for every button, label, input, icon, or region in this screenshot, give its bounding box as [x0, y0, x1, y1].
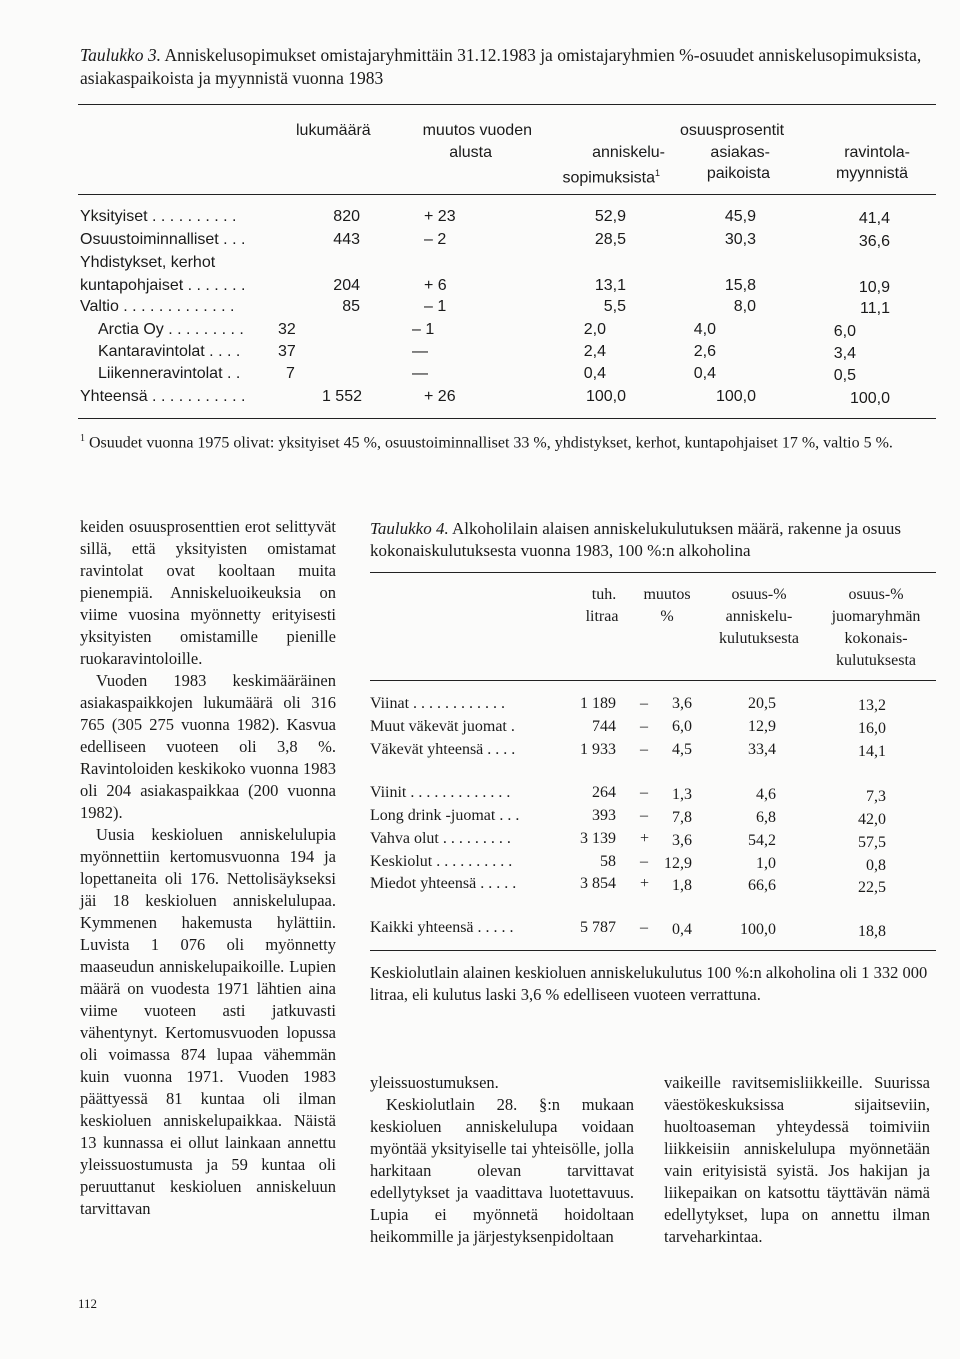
t4-header-osuus-b4: kulutuksesta	[836, 652, 916, 669]
t4-row-juoma: 57,5	[858, 834, 886, 851]
t3-row-myyn: 3,4	[833, 345, 856, 362]
table3-top-rule	[78, 104, 936, 105]
header-sopimuksista-1: anniskelu-	[592, 144, 665, 161]
middle-column	[370, 1072, 634, 1248]
footnote-text: Osuudet vuonna 1975 olivat: yksityiset 45 %, osuustoiminnalliset 33 %, yhdistykset, kerhot, kuntapohjaiset 17 %, valtio 5 %.	[89, 434, 893, 452]
t3-row-label: Yhdistykset, kerhot	[80, 254, 216, 271]
t4-header-litraa: litraa	[585, 608, 619, 625]
header-myynnista-1: ravintola-	[844, 144, 910, 161]
t4-header-osuus-b2: juomaryhmän	[831, 608, 921, 625]
t3-row-sop: 2,0	[583, 321, 606, 338]
t3-row-count: 820	[333, 208, 360, 225]
table4-header-rule	[370, 680, 936, 681]
t4-row-annis: 54,2	[748, 832, 776, 849]
header-sopimuksista-2	[530, 163, 660, 188]
header-paikoista-1: asiakas-	[710, 144, 770, 161]
t4-header-muutos-pct: %	[660, 608, 674, 625]
table4-title-text: Alkoholilain alaisen anniskelukulutuksen määrä, rakenne ja osuus kokonaiskulutuksesta vuonna 1983, 100 %:n alkoholina	[370, 519, 901, 560]
t4-row-label: Viinat . . . . . . . . . . . .	[370, 695, 506, 712]
t3-row-label: kuntapohjaiset . . . . . . .	[80, 277, 246, 294]
t3-row-label: Valtio . . . . . . . . . . . . .	[80, 298, 235, 315]
t4-row-litraa: 5 787	[580, 919, 616, 936]
t4-row-sign: –	[640, 807, 648, 824]
left-column	[80, 516, 336, 1220]
t4-row-muutos: 3,6	[672, 695, 692, 712]
t3-row-count: 204	[333, 277, 360, 294]
t3-row-sop: 0,4	[583, 365, 606, 382]
t4-row-sign: –	[640, 919, 648, 936]
header-paikoista-2: paikoista	[706, 165, 770, 182]
t4-row-muutos: 4,5	[672, 741, 692, 758]
t4-header-osuus-b1: osuus-%	[848, 586, 904, 603]
t3-row-paik: 30,3	[724, 231, 756, 248]
table3-title-text: Anniskelusopimukset omistajaryhmittäin 31.12.1983 ja omistajaryhmien %-osuudet anniskelusopimuksista, asiakaspaikoista ja myynnistä vuonna 1983	[80, 45, 922, 88]
t4-row-juoma: 42,0	[858, 811, 886, 828]
t3-row-paik: 15,8	[724, 277, 756, 294]
table3-footnote	[80, 427, 940, 454]
t4-row-sign: –	[640, 695, 648, 712]
t3-row-change: + 26	[424, 388, 456, 405]
t3-row-label: Arctia Oy . . . . . . . . .	[98, 321, 244, 338]
header-myynnista-2: myynnistä	[835, 165, 908, 182]
t3-row-myyn: 10,9	[858, 279, 890, 296]
t4-row-juoma: 13,2	[858, 697, 886, 714]
t4-row-sign: –	[640, 784, 648, 801]
middle-paragraph-1: yleissuostumuksen.	[370, 1073, 499, 1092]
left-paragraph-1: keiden osuusprosenttien erot selittyvät sillä, että yksityisten omistamat ravintolat ovat kooltaan muita pienempiä. Anniskeluoikeuksia on viime vuosina myönnetty erityisesti yksityisten omistamille pienille ruokaravintoloille.	[80, 517, 336, 668]
t4-row-litraa: 393	[592, 807, 616, 824]
t3-row-paik: 4,0	[693, 321, 716, 338]
t3-row-label: Kantaravintolat . . . .	[98, 343, 241, 360]
t3-row-label: Yksityiset . . . . . . . . . .	[80, 208, 237, 225]
t4-header-osuus-a3: kulutuksesta	[719, 630, 799, 647]
t3-row-myyn: 0,5	[833, 367, 856, 384]
page-number: 112	[78, 1296, 98, 1311]
t4-row-litraa: 1 933	[580, 741, 616, 758]
t3-row-label: Yhteensä . . . . . . . . . . .	[80, 388, 246, 405]
t3-row-change: + 6	[424, 277, 447, 294]
t3-row-sop: 13,1	[594, 277, 626, 294]
t3-row-paik: 0,4	[693, 365, 716, 382]
t3-row-label: Osuustoiminnalliset . . .	[80, 231, 246, 248]
t4-row-litraa: 58	[600, 853, 616, 870]
t3-row-change: – 1	[424, 298, 447, 315]
t3-row-sop: 100,0	[585, 388, 626, 405]
t4-header-osuus-a1: osuus-%	[731, 586, 787, 603]
t4-row-sign: –	[640, 741, 648, 758]
table4-label: Taulukko 4.	[370, 519, 449, 538]
t3-row-count: 37	[278, 343, 296, 360]
left-paragraph-2: Vuoden 1983 keskimääräinen asiakaspaikkojen lukumäärä oli 316 765 (305 275 vuonna 1982). Kasvua edelliseen vuoteen oli 3,8 %. Ravintoloiden keskikoko vuonna 1983 oli 204 asiakaspaikkaa (200 vuonna 1982).	[80, 671, 336, 822]
t3-row-myyn: 41,4	[858, 210, 890, 227]
t4-row-annis: 6,8	[756, 809, 776, 826]
table3-bottom-rule	[78, 418, 936, 419]
t4-row-litraa: 264	[592, 784, 616, 801]
t4-row-label: Muut väkevät juomat .	[370, 718, 515, 735]
table3-title	[80, 44, 940, 90]
t3-row-paik: 100,0	[715, 388, 756, 405]
t4-row-label: Väkevät yhteensä . . . .	[370, 741, 516, 758]
t4-row-sign: –	[640, 853, 648, 870]
t4-row-label: Long drink -juomat . . .	[370, 807, 520, 824]
middle-paragraph-2: Keskiolutlain 28. §:n mukaan keskioluen anniskelulupa voidaan myöntää yksityiselle tai yhteisölle, jolla harkitaan olevan tarvittavat edellytykset ja vaadittava luotettavuus. Lupia ei myönnetä hoidoltaan heikommille ja järjestyksenpidoltaan	[370, 1095, 634, 1246]
t3-row-myyn: 100,0	[849, 390, 890, 407]
t4-row-litraa: 3 854	[580, 875, 616, 892]
t4-row-label: Vahva olut . . . . . . . . .	[370, 830, 511, 847]
t4-row-juoma: 18,8	[858, 923, 886, 940]
table4-bottom-rule	[370, 950, 936, 951]
t3-row-change: —	[412, 365, 428, 382]
t3-row-paik: 8,0	[733, 298, 756, 315]
right-paragraph-1: vaikeille ravitsemisliikkeille. Suurissa väestökeskuksissa sijaitseviin, huoltoaseman yhteydessä toimiviin liikkeisiin anniskelulupa myönnetään vain erityisistä syistä. Jos hakijan ja liikepaikan on katsottu täyttävän nämä edellytykset, lupa on annettu ilman tarveharkintaa.	[664, 1073, 930, 1246]
t4-row-juoma: 7,3	[866, 788, 886, 805]
t4-row-sign: +	[640, 875, 650, 892]
t4-row-muutos: 0,4	[672, 921, 692, 938]
t3-row-change: – 2	[424, 231, 447, 248]
header-muutos-2: alusta	[449, 144, 492, 161]
t4-row-juoma: 14,1	[858, 743, 886, 760]
t4-header-tuh: tuh.	[591, 586, 617, 603]
t4-row-litraa: 1 189	[580, 695, 616, 712]
t4-row-muutos: 1,8	[672, 877, 692, 894]
t4-row-muutos: 3,6	[672, 832, 692, 849]
t4-row-annis: 33,4	[748, 741, 776, 758]
t4-header-muutos: muutos	[643, 586, 691, 603]
t4-row-muutos: 1,3	[672, 786, 692, 803]
t3-row-label: Liikenneravintolat . .	[98, 365, 241, 382]
t3-row-sop: 2,4	[583, 343, 606, 360]
t4-row-annis: 100,0	[740, 921, 776, 938]
t4-row-sign: –	[640, 718, 648, 735]
t4-row-annis: 66,6	[748, 877, 776, 894]
t4-row-muutos: 6,0	[672, 718, 692, 735]
t4-row-annis: 4,6	[756, 786, 776, 803]
t3-row-change: + 23	[424, 208, 456, 225]
t4-row-muutos: 12,9	[664, 855, 692, 872]
t4-row-label: Keskiolut . . . . . . . . . .	[370, 853, 513, 870]
t3-row-myyn: 11,1	[860, 300, 890, 317]
t4-row-juoma: 22,5	[858, 879, 886, 896]
t3-row-paik: 2,6	[693, 343, 716, 360]
footnote-marker: 1	[654, 168, 660, 178]
t3-row-change: – 1	[412, 321, 435, 338]
t4-row-label: Miedot yhteensä . . . . .	[370, 875, 517, 892]
t3-row-count: 1 552	[321, 388, 362, 405]
t4-header-osuus-a2: anniskelu-	[725, 608, 793, 625]
right-column	[664, 1072, 930, 1248]
table3-header-rule	[78, 194, 936, 195]
t3-row-count: 85	[342, 298, 360, 315]
t3-row-count: 32	[278, 321, 296, 338]
t4-row-label: Kaikki yhteensä . . . . .	[370, 919, 514, 936]
table4-note: Keskiolutlain alainen keskioluen anniskelukulutus 100 %:n alkoholina oli 1 332 000 litraa, eli kulutus laski 3,6 % edelliseen vuoteen verrattuna.	[370, 963, 928, 1004]
header-lukumaara: lukumäärä	[296, 122, 371, 139]
t4-row-juoma: 0,8	[866, 857, 886, 874]
t4-row-juoma: 16,0	[858, 720, 886, 737]
t4-header-osuus-b3: kokonais-	[844, 630, 908, 647]
t3-row-paik: 45,9	[724, 208, 756, 225]
t4-row-annis: 12,9	[748, 718, 776, 735]
t3-row-sop: 52,9	[594, 208, 626, 225]
t3-row-myyn: 6,0	[833, 323, 856, 340]
t3-row-sop: 5,5	[603, 298, 626, 315]
header-muutos-1: muutos vuoden	[422, 122, 532, 139]
table3-label: Taulukko 3.	[80, 45, 162, 65]
t3-row-change: —	[412, 343, 428, 360]
header-sopimuksista-2-text: sopimuksista	[562, 169, 655, 187]
header-osuusprosentit: osuusprosentit	[680, 122, 785, 139]
table4-title	[370, 518, 936, 562]
t3-row-count: 443	[333, 231, 360, 248]
t4-row-muutos: 7,8	[672, 809, 692, 826]
t4-row-sign: +	[640, 830, 650, 847]
footnote-marker: 1	[80, 433, 85, 444]
t4-row-annis: 20,5	[748, 695, 776, 712]
t4-row-label: Viinit . . . . . . . . . . . . .	[370, 784, 511, 801]
table4-top-rule	[370, 572, 936, 573]
t3-row-myyn: 36,6	[858, 233, 890, 250]
t3-row-count: 7	[286, 365, 295, 382]
t4-row-litraa: 3 139	[580, 830, 616, 847]
t3-row-sop: 28,5	[594, 231, 626, 248]
left-paragraph-3: Uusia keskioluen anniskelulupia myönnettiin kertomusvuonna 194 ja lopettaneita oli 176. Nettolisäykseksi jäi 18 keskioluen anniskelulupaa. Kymmenen hakemusta hylättiin. Luvista 1 076 oli myönnetty maaseudun anniskelupaikoille. Lupien määrä on vuodesta 1971 lähtien aina viime vuoteen asti jatkuvasti vähentynyt. Kertomusvuoden lopussa oli voimassa 874 lupaa vähemmän kuin vuonna 1971. Vuoden 1983 päättyessä 81 kuntaa oli ilman keskioluen anniskelupaikkaa. Näistä 13 kunnassa ei ollut lainkaan annettu yleissuostumusta ja 59 kuntaa oli peruuttanut keskioluen anniskeluun tarvittavan	[80, 825, 336, 1218]
t4-row-annis: 1,0	[756, 855, 776, 872]
t4-row-litraa: 744	[592, 718, 616, 735]
